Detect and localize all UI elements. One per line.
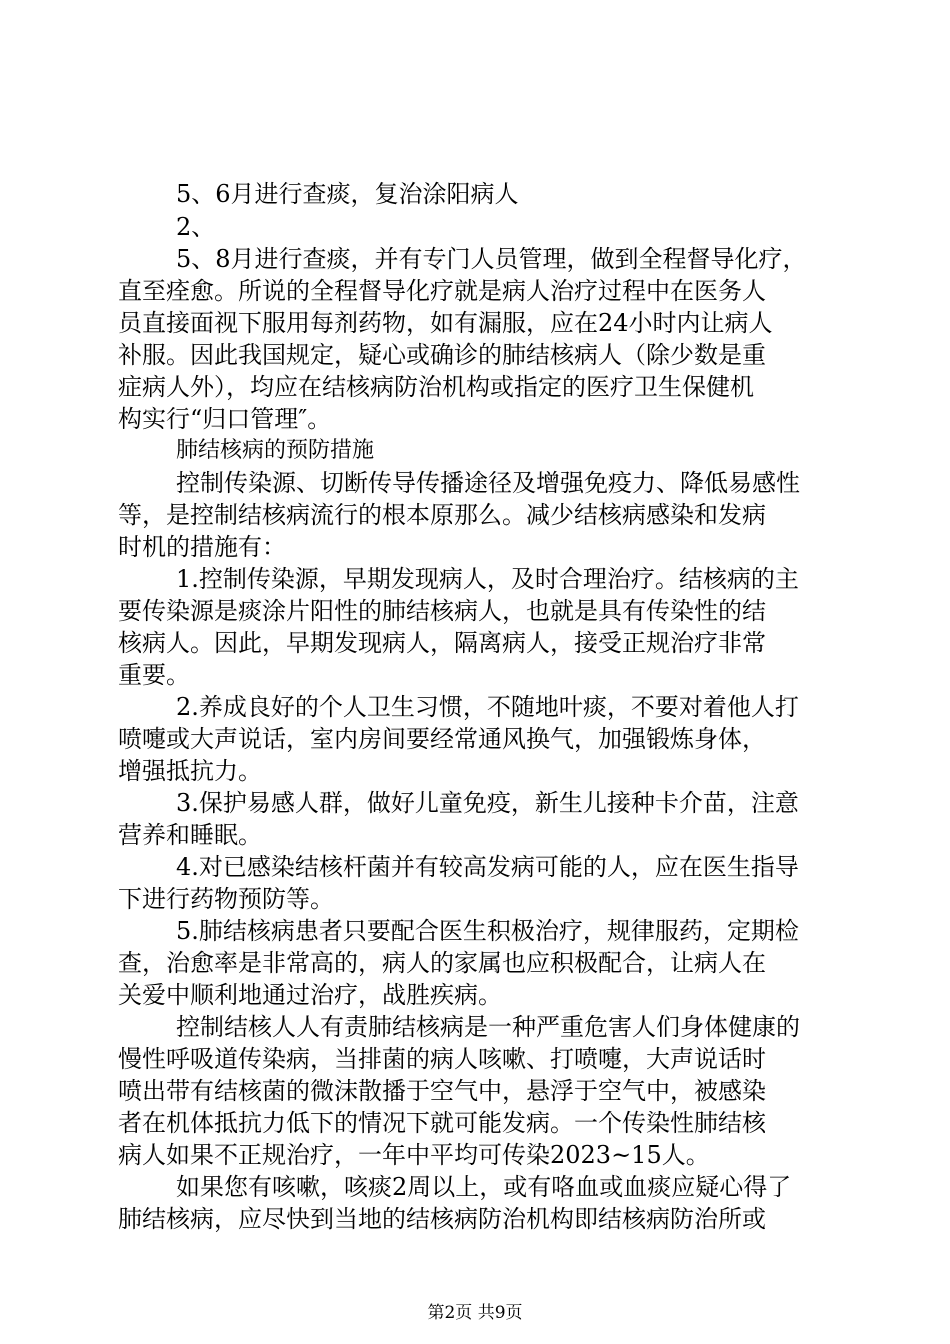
text-line: 病人如果不正规治疗，一年中平均可传染2023~15人。 [118, 1141, 710, 1169]
text-line: 时机的措施有： [118, 533, 286, 561]
text-line: 构实行“归口管理″。 [118, 405, 332, 433]
text-line: 增强抵抗力。 [118, 757, 262, 785]
text-line: 如果您有咳嗽，咳痰2周以上，或有咯血或血痰应疑心得了 [176, 1173, 792, 1201]
text-line: 员直接面视下服用每剂药物，如有漏服，应在24小时内让病人 [118, 309, 773, 337]
text-line: 下进行药物预防等。 [118, 885, 334, 913]
text-line: 核病人。因此，早期发现病人，隔离病人，接受正规治疗非常 [118, 629, 766, 657]
text-line: 肺结核病，应尽快到当地的结核病防治机构即结核病防治所或 [118, 1205, 766, 1233]
text-line: 喷出带有结核菌的微沫散播于空气中，悬浮于空气中，被感染 [118, 1077, 766, 1105]
text-line: 等，是控制结核病流行的根本原那么。减少结核病感染和发病 [118, 501, 766, 529]
text-line: 要传染源是痰涂片阳性的肺结核病人，也就是具有传染性的结 [118, 597, 766, 625]
text-line: 营养和睡眠。 [118, 821, 262, 849]
text-line: 3.保护易感人群，做好儿童免疫，新生儿接种卡介苗，注意 [176, 789, 799, 817]
text-line: 5.肺结核病患者只要配合医生积极治疗，规律服药，定期检 [176, 917, 799, 945]
text-line: 症病人外），均应在结核病防治机构或指定的医疗卫生保健机 [118, 373, 754, 401]
text-line: 者在机体抵抗力低下的情况下就可能发病。一个传染性肺结核 [118, 1109, 766, 1137]
text-line: 5、6月进行查痰，复治涂阳病人 [176, 180, 519, 208]
text-line: 关爱中顺利地通过治疗，战胜疾病。 [118, 981, 502, 1009]
text-line: 2.养成良好的个人卫生习惯，不随地叶痰，不要对着他人打 [176, 693, 799, 721]
text-line: 补服。因此我国规定，疑心或确诊的肺结核病人（除少数是重 [118, 341, 766, 369]
text-line: 直至痊愈。所说的全程督导化疗就是病人治疗过程中在医务人 [118, 277, 766, 305]
text-line: 慢性呼吸道传染病，当排菌的病人咳嗽、打喷嚏，大声说话时 [118, 1045, 766, 1073]
text-line: 控制结核人人有责肺结核病是一种严重危害人们身体健康的 [176, 1013, 800, 1041]
text-line: 5、8月进行查痰，并有专门人员管理，做到全程督导化疗， [176, 245, 807, 273]
text-line: 查，治愈率是非常高的，病人的家属也应积极配合，让病人在 [118, 949, 766, 977]
text-line: 重要。 [118, 661, 190, 689]
text-line: 1.控制传染源，早期发现病人，及时合理治疗。结核病的主 [176, 565, 799, 593]
text-line: 4.对已感染结核杆菌并有较高发病可能的人，应在医生指导 [176, 853, 799, 881]
text-line: 喷嚏或大声说话，室内房间要经常通风换气，加强锻炼身体， [118, 725, 766, 753]
text-line: 2、 [176, 213, 216, 241]
page-footer: 第2页 共9页 [427, 1303, 523, 1323]
text-line: 控制传染源、切断传导传播途径及增强免疫力、降低易感性 [176, 469, 800, 497]
section-heading: 肺结核病的预防措施 [176, 438, 375, 463]
